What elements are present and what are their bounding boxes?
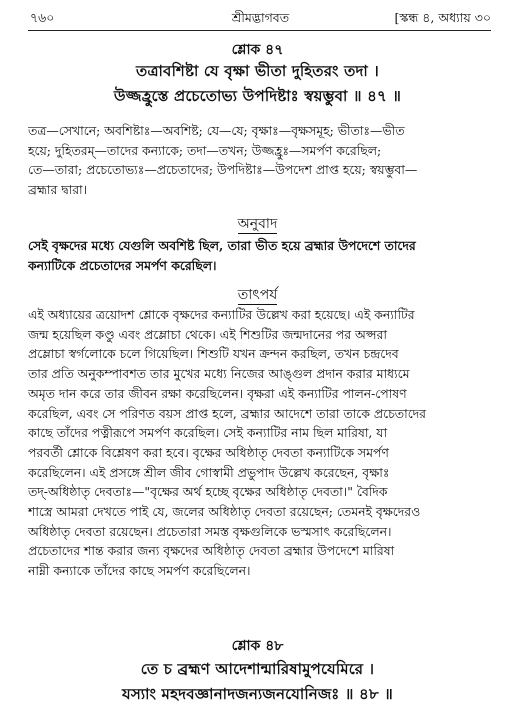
- page-header: [30, 8, 491, 30]
- purport-line: নাম্নী কন্যাকে তাঁদের কাছে সমর্পণ করেছিলেন।: [28, 563, 251, 579]
- synonyms-line: তে—তারা; প্রচেতোভ্যঃ—প্রচেতাদের; উপদিষ্টাঃ—উপদেশ প্রাপ্ত হয়ে; স্বয়ম্ভুবা—: [28, 162, 418, 178]
- header-rule: [28, 30, 491, 31]
- running-title: শ্রীমদ্ভাগবত: [231, 10, 290, 25]
- purport-line: প্রম্লোচা স্বর্গলোকে চলে গিয়েছিল। শিশুটি যখন ক্রন্দন করছিল, তখন চন্দ্রদেব: [28, 346, 399, 362]
- synonyms-block: [28, 121, 491, 200]
- synonyms-line: ব্রহ্মার দ্বারা।: [28, 182, 88, 198]
- purport-line: এই অধ্যায়ের ত্রয়োদশ শ্লোকে বৃক্ষদের কন্যাটির উল্লেখ করা হয়েছে। এই কন্যাটির: [28, 307, 415, 322]
- translation-line: সেই বৃক্ষদের মধ্যে যেগুলি অবশিষ্ট ছিল, তারা ভীত হয়ে ব্রহ্মার উপদেশে তাদের: [28, 238, 416, 253]
- purport-line: জন্ম হয়েছিল কণ্ডু এবং প্রম্লোচা থেকে। এই শিশুটির জন্মদানের পর অপ্সরা: [28, 326, 387, 342]
- purport-line: তার প্রতি অনুকম্পাবশত তার মুখের মধ্যে নিজের আঙ্গুল প্রদান করার মাধ্যমে: [28, 366, 410, 382]
- purport-heading-text: তাৎপর্য: [237, 287, 278, 303]
- purport-line: অধিষ্ঠাতৃ দেবতা রয়েছেন। প্রচেতারা সমস্ত বৃক্ষগুলিকে ভস্মসাৎ করেছিলেন।: [28, 523, 392, 539]
- purport-line: প্রচেতাদের শান্ত করার জন্য বৃক্ষদের অধিষ্ঠাতৃ দেবতা ব্রহ্মার উপদেশে মারিষা: [28, 543, 395, 559]
- purport-line: করেছিল, এবং সে পরিণত বয়স প্রাপ্ত হলে, ব্রহ্মার আদেশে তারা তাকে প্রচেতাদের: [28, 405, 426, 421]
- translation-heading: [24, 212, 491, 236]
- purport-block: [28, 305, 491, 581]
- verse-48-line-2: যস্যাং মহদবজ্ঞানাদজন্যজনযোনিজঃ ॥ ৪৮ ॥: [122, 685, 393, 703]
- purport-heading: [24, 283, 491, 307]
- canto-chapter-reference: [স্কন্ধ ৪, অধ্যায় ৩০: [394, 10, 491, 25]
- translation-block: [28, 236, 491, 275]
- verse-47-line-1: তত্রাবশিষ্টা যে বৃক্ষা ভীতা দুহিতরং তদা ।: [136, 62, 379, 80]
- translation-line: কন্যাটিকে প্রচেতাদের সমর্পণ করেছিল।: [28, 257, 217, 273]
- verse-48-line-1: তে চ ব্রহ্মণ আদেশান্মারিষামুপযেমিরে ।: [140, 660, 375, 678]
- purport-line: তদ্-অধিষ্ঠাতৃ দেবতাঃ—"বৃক্ষের অর্থ হচ্ছে বৃক্ষের অধিষ্ঠাতৃ দেবতা।" বৈদিক: [28, 484, 388, 500]
- synonyms-line: তত্র—সেখানে; অবশিষ্টাঃ—অবশিষ্ট; যে—যে; বৃক্ষাঃ—বৃক্ষসমূহ; ভীতাঃ—ভীত: [28, 123, 405, 138]
- verse-47-heading: শ্লোক ৪৭: [231, 42, 284, 58]
- synonyms-line: হয়ে; দুহিতরম্—তাদের কন্যাকে; তদা—তখন; উজ্জহ্রুঃ—সমর্পণ করেছিল;: [28, 142, 382, 158]
- purport-line: শাস্ত্রে আমরা দেখতে পাই যে, জলের অধিষ্ঠাতৃ দেবতা রয়েছেন; তেমনই বৃক্ষদেরও: [28, 504, 421, 520]
- purport-line: করেছিলেন। এই প্রসঙ্গে শ্রীল জীব গোস্বামী প্রভুপাদ উল্লেখ করেছেন, বৃক্ষাঃ: [28, 464, 390, 480]
- purport-line: পরবর্তী শ্লোকে বিশ্লেষণ করা হবে। বৃক্ষের অধিষ্ঠাতৃ দেবতা কন্যাটিকে সমর্পণ: [28, 444, 389, 460]
- purport-line: কাছে তাঁদের পত্নীরূপে সমর্পণ করেছিল। সেই কন্যাটির নাম ছিল মারিষা, যা: [28, 425, 388, 441]
- page-number: ৭৬০: [30, 10, 55, 25]
- verse-47-line-2: উজ্জহ্রুস্তে প্রচেতোভ্য উপদিষ্টাঃ স্বয়ম্ভুবা ॥ ৪৭ ॥: [113, 87, 402, 105]
- translation-heading-text: অনুবাদ: [237, 216, 278, 232]
- verse-48-heading: শ্লোক ৪৮: [231, 638, 284, 654]
- purport-line: অমৃত দান করে তার জীবন রক্ষা করেছিলেন। বৃক্ষরা এই কন্যাটির পালন-পোষণ: [28, 385, 407, 401]
